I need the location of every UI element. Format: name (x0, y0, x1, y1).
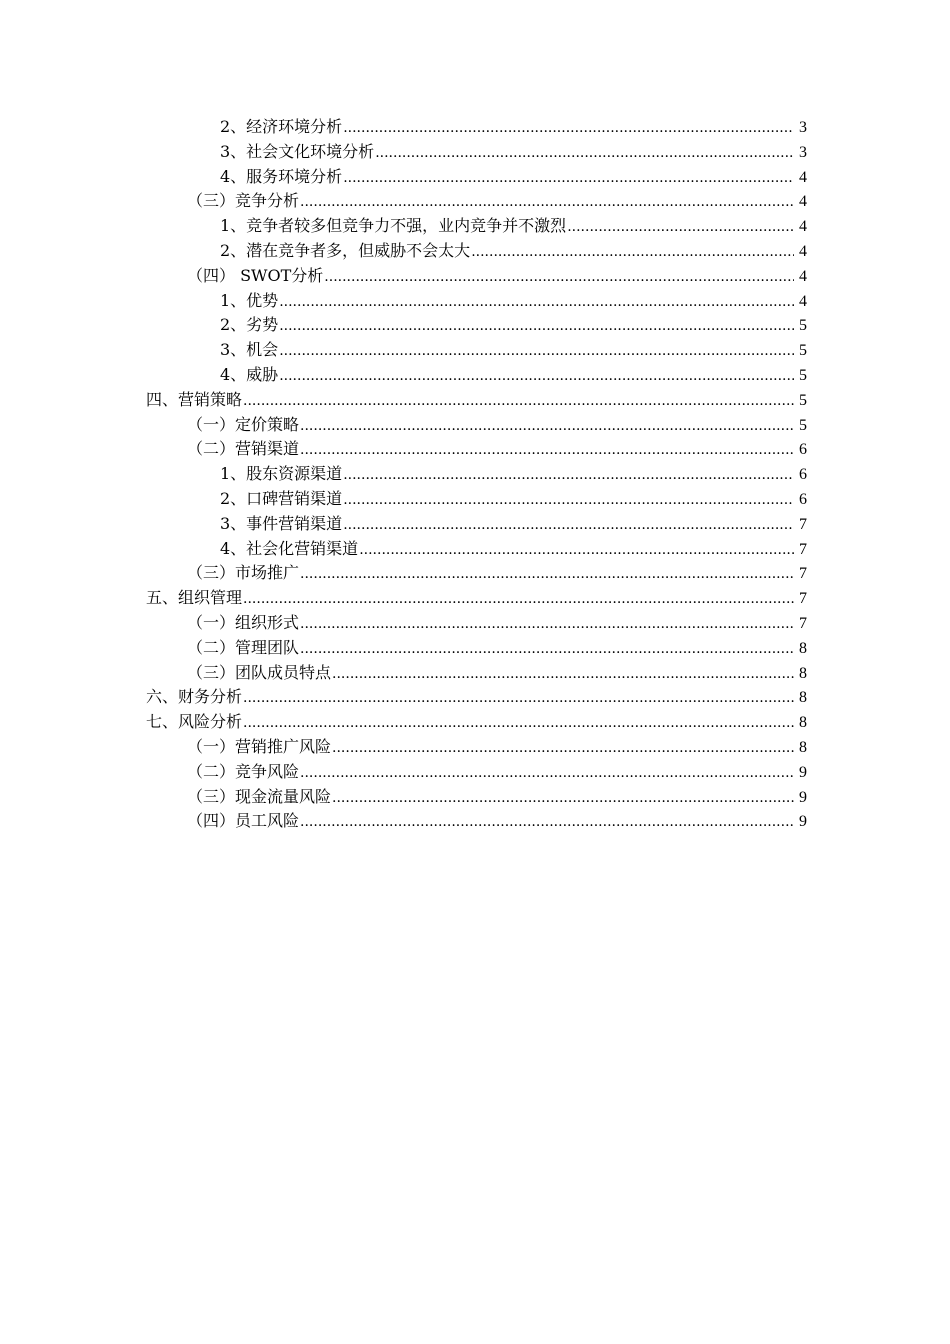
toc-entry-label: （一）组织形式 (187, 612, 300, 632)
toc-leader-dots (243, 711, 794, 736)
toc-entry-label: 1、竞争者较多但竞争力不强，业内竞争并不激烈 (220, 216, 567, 236)
toc-entry-page: 3 (799, 119, 807, 136)
toc-entry-label: 2、经济环境分析 (220, 117, 343, 136)
toc-entry[interactable] (0, 685, 950, 710)
toc-entry-page: 6 (799, 466, 807, 484)
toc-entry-page: 8 (799, 689, 807, 707)
toc-entry-label: 四、营销策略 (146, 389, 243, 409)
toc-leader-dots (324, 265, 794, 290)
toc-entry[interactable] (0, 462, 950, 487)
toc-entry[interactable] (0, 363, 950, 388)
toc-entry[interactable] (0, 413, 950, 438)
toc-entry[interactable] (0, 537, 950, 562)
toc-leader-dots (300, 438, 794, 463)
toc-entry-label: （三）现金流量风险 (187, 786, 332, 806)
toc-entry-page: 4 (799, 242, 807, 260)
toc-leader-dots (343, 166, 794, 191)
toc-entry-page: 4 (799, 267, 807, 285)
toc-entry-label: 1、股东资源渠道 (220, 464, 343, 484)
toc-entry-page: 3 (799, 143, 807, 161)
toc-entry-label: （一）定价策略 (187, 414, 300, 434)
toc-leader-dots (332, 736, 794, 761)
toc-entry-page: 8 (799, 664, 807, 682)
toc-entry-label: （二）竞争风险 (187, 761, 300, 781)
toc-entry[interactable] (0, 760, 950, 785)
toc-entry-label: （三）竞争分析 (187, 191, 300, 211)
toc-entry[interactable] (0, 289, 950, 314)
toc-entry-label: 3、事件营销渠道 (220, 513, 343, 533)
toc-entry-label: 3、机会 (220, 340, 279, 360)
toc-leader-dots (279, 290, 794, 315)
toc-entry-label: 五、组织管理 (146, 588, 243, 608)
toc-entry-page: 4 (799, 168, 807, 186)
toc-entry[interactable] (0, 735, 950, 760)
toc-entry[interactable] (0, 214, 950, 239)
toc-entry-page: 8 (799, 714, 807, 732)
toc-entry[interactable] (0, 487, 950, 512)
toc-entry-label: 七、风险分析 (146, 712, 243, 732)
toc-entry-page: 7 (799, 515, 807, 533)
toc-leader-dots (243, 686, 794, 711)
toc-leader-dots (300, 612, 794, 637)
toc-leader-dots (332, 662, 794, 687)
toc-leader-dots (300, 810, 794, 835)
toc-entry[interactable] (0, 165, 950, 190)
toc-entry[interactable] (0, 561, 950, 586)
toc-entry-label: （二）管理团队 (187, 637, 300, 657)
toc-leader-dots (300, 761, 794, 786)
toc-entry-label: 2、潜在竞争者多，但威胁不会太大 (220, 240, 471, 260)
toc-entry-page: 5 (799, 342, 807, 360)
toc-entry-page: 4 (799, 193, 807, 211)
toc-leader-dots (243, 587, 794, 612)
toc-entry[interactable] (0, 313, 950, 338)
toc-leader-dots (343, 513, 794, 538)
toc-leader-dots (375, 141, 794, 166)
toc-leader-dots (359, 538, 794, 563)
toc-entry[interactable] (0, 388, 950, 413)
toc-entry[interactable] (0, 710, 950, 735)
toc-entry-page: 5 (799, 416, 807, 434)
toc-entry[interactable] (0, 611, 950, 636)
toc-leader-dots (300, 190, 794, 215)
toc-entry-label: （三）市场推广 (187, 563, 300, 583)
toc-entry-label: （四）员工风险 (187, 811, 300, 831)
toc-entry[interactable] (0, 437, 950, 462)
toc-entry[interactable] (0, 785, 950, 810)
toc-leader-dots (279, 364, 794, 389)
toc-entry[interactable] (0, 115, 950, 140)
toc-leader-dots (243, 389, 794, 414)
toc-entry-page: 6 (799, 490, 807, 508)
toc-entry[interactable] (0, 661, 950, 686)
toc-leader-dots (343, 463, 794, 488)
toc-entry-label: 2、劣势 (220, 315, 279, 335)
toc-leader-dots (279, 339, 794, 364)
toc-entry-page: 5 (799, 391, 807, 409)
toc-entry-page: 8 (799, 738, 807, 756)
toc-entry-page: 6 (799, 441, 807, 459)
toc-entry-page: 9 (799, 813, 807, 831)
toc-entry-page: 5 (799, 317, 807, 335)
toc-entry[interactable] (0, 189, 950, 214)
toc-entry-page: 4 (799, 218, 807, 236)
table-of-contents (0, 115, 950, 834)
toc-entry-page: 7 (799, 590, 807, 608)
toc-entry-label: 六、财务分析 (146, 687, 243, 707)
toc-leader-dots (300, 637, 794, 662)
toc-leader-dots (300, 414, 794, 439)
toc-entry-label: 3、社会文化环境分析 (220, 141, 375, 161)
toc-leader-dots (567, 215, 794, 240)
toc-entry[interactable] (0, 586, 950, 611)
toc-entry[interactable] (0, 239, 950, 264)
toc-entry-page: 8 (799, 639, 807, 657)
toc-entry[interactable] (0, 809, 950, 834)
toc-entry-page: 5 (799, 366, 807, 384)
toc-entry[interactable] (0, 636, 950, 661)
toc-leader-dots (332, 786, 794, 811)
toc-leader-dots (471, 240, 794, 265)
toc-entry[interactable] (0, 512, 950, 537)
toc-entry-label: （四） SWOT分析 (187, 265, 324, 285)
toc-entry-label: （三）团队成员特点 (187, 662, 332, 682)
toc-entry[interactable] (0, 140, 950, 165)
toc-entry-label: （二）营销渠道 (187, 439, 300, 459)
toc-entry-page: 7 (799, 614, 807, 632)
toc-entry-label: 1、优势 (220, 290, 279, 310)
toc-leader-dots (300, 562, 794, 587)
toc-entry[interactable] (0, 338, 950, 363)
toc-entry-page: 4 (799, 292, 807, 310)
toc-entry-page: 9 (799, 788, 807, 806)
toc-entry-label: 4、社会化营销渠道 (220, 538, 359, 558)
toc-entry-page: 9 (799, 763, 807, 781)
toc-entry-label: 4、威胁 (220, 364, 279, 384)
toc-leader-dots (343, 488, 794, 513)
toc-leader-dots (343, 116, 794, 141)
toc-entry-label: 2、口碑营销渠道 (220, 488, 343, 508)
toc-leader-dots (279, 314, 794, 339)
toc-entry-page: 7 (799, 565, 807, 583)
toc-entry-label: （一）营销推广风险 (187, 736, 332, 756)
toc-entry-label: 4、服务环境分析 (220, 166, 343, 186)
toc-entry[interactable] (0, 264, 950, 289)
toc-entry-page: 7 (799, 540, 807, 558)
